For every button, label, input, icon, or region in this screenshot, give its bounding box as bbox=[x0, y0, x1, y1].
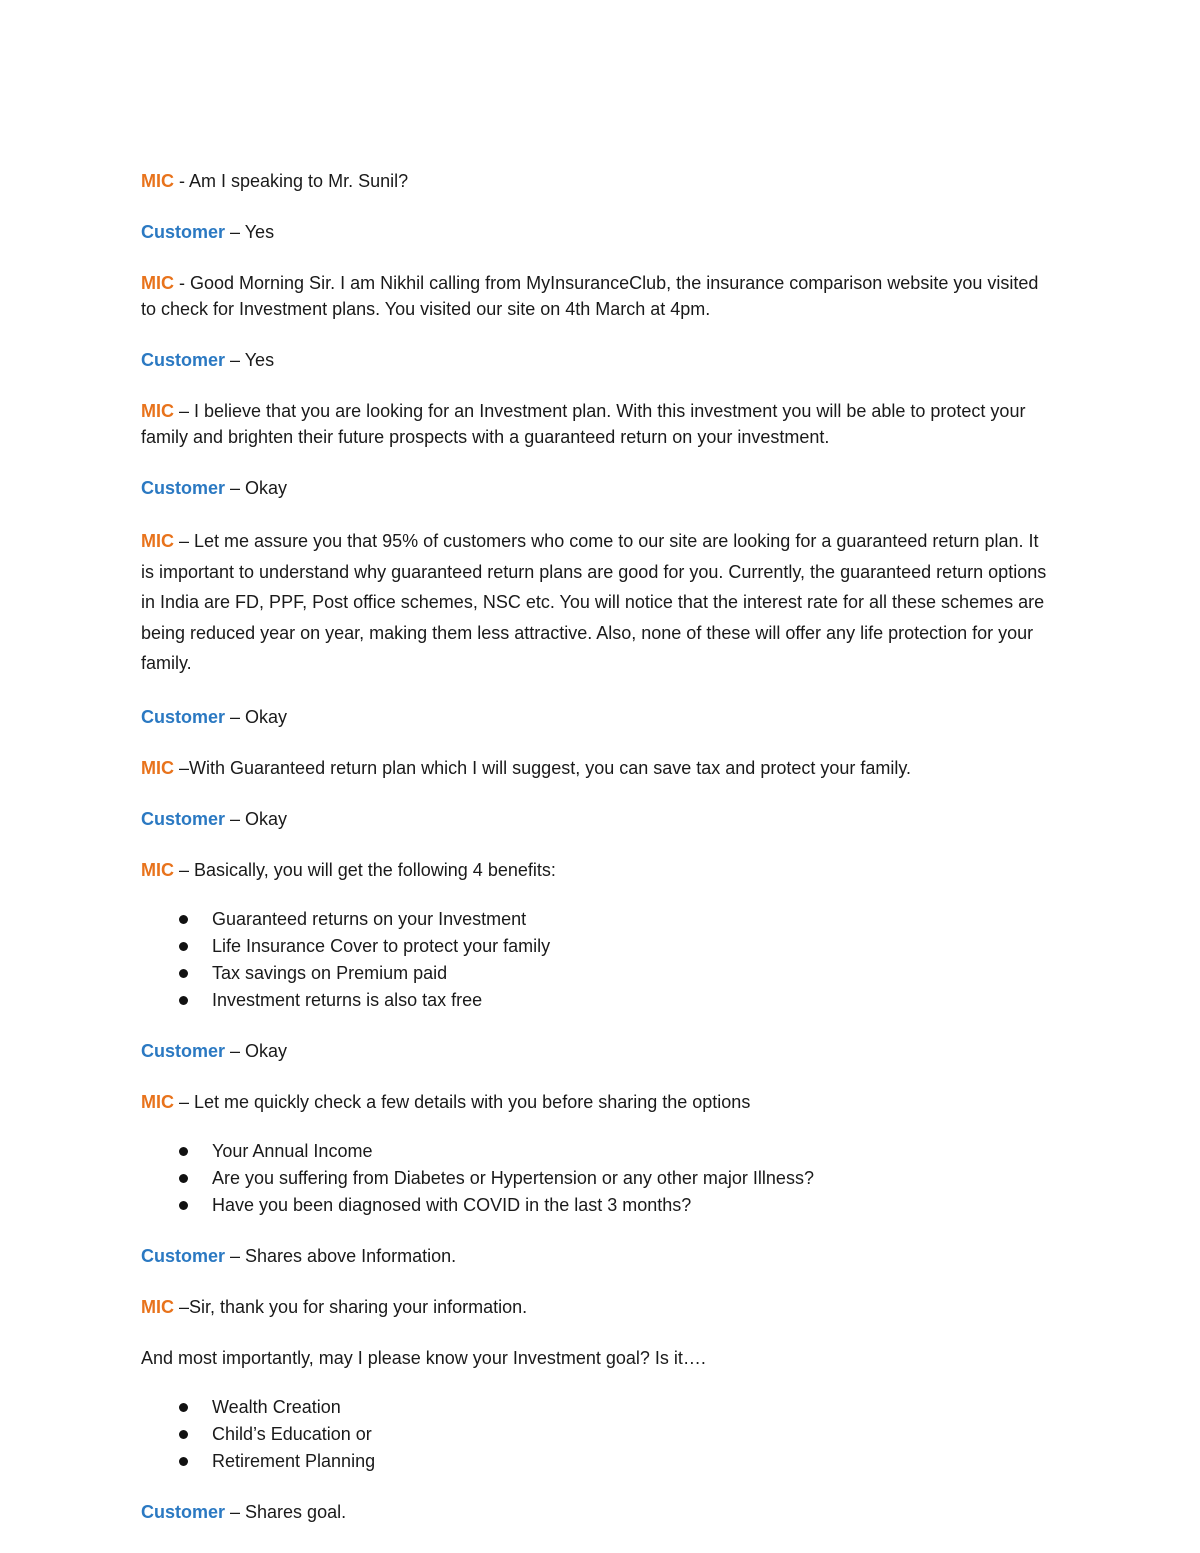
list-item-text: Wealth Creation bbox=[212, 1396, 341, 1417]
dialogue-line-mic bbox=[141, 526, 1051, 679]
dialogue-line-mic bbox=[141, 168, 1051, 194]
dialogue-line-customer bbox=[141, 806, 1051, 832]
bullet-icon bbox=[179, 1174, 188, 1183]
speaker-mic: MIC bbox=[141, 531, 174, 551]
list-item bbox=[141, 1138, 1051, 1165]
dialogue-text: – Yes bbox=[225, 350, 275, 370]
dialogue-text: –Sir, thank you for sharing your information. bbox=[174, 1296, 528, 1317]
dialogue-text: – Okay bbox=[225, 706, 288, 727]
list-item bbox=[141, 1421, 1051, 1448]
bullet-icon bbox=[179, 1403, 188, 1412]
speaker-mic: MIC bbox=[141, 757, 174, 778]
list-item-text: Life Insurance Cover to protect your family bbox=[212, 935, 551, 956]
document-page bbox=[141, 168, 1051, 1550]
dialogue-line-customer bbox=[141, 1038, 1051, 1064]
dialogue-text: – Okay bbox=[225, 478, 288, 498]
speaker-customer: Customer bbox=[141, 478, 226, 498]
dialogue-line-customer bbox=[141, 347, 1051, 373]
dialogue-text: – Let me quickly check a few details with you before sharing the options bbox=[174, 1091, 751, 1112]
speaker-mic: MIC bbox=[141, 1091, 174, 1112]
list-item-text: Tax savings on Premium paid bbox=[212, 962, 448, 983]
dialogue-text: –With Guaranteed return plan which I will suggest, you can save tax and protect your family. bbox=[174, 757, 912, 778]
details-list bbox=[141, 1138, 1051, 1219]
speaker-mic: MIC bbox=[141, 171, 174, 191]
list-item bbox=[141, 960, 1051, 987]
bullet-icon bbox=[179, 1201, 188, 1210]
speaker-mic: MIC bbox=[141, 859, 174, 880]
dialogue-text: – Yes bbox=[225, 222, 275, 242]
list-item-text: Child’s Education or bbox=[212, 1423, 372, 1444]
dialogue-text: – Shares above Information. bbox=[225, 1245, 457, 1266]
speaker-customer: Customer bbox=[141, 1245, 226, 1266]
list-item-text: Retirement Planning bbox=[212, 1450, 376, 1471]
dialogue-text: – Shares goal. bbox=[225, 1501, 347, 1522]
list-item bbox=[141, 1165, 1051, 1192]
dialogue-text: - Am I speaking to Mr. Sunil? bbox=[174, 171, 409, 191]
goals-list bbox=[141, 1394, 1051, 1475]
bullet-icon bbox=[179, 1457, 188, 1466]
bullet-icon bbox=[179, 996, 188, 1005]
list-item-text: Guaranteed returns on your Investment bbox=[212, 908, 527, 929]
dialogue-line-mic bbox=[141, 755, 1051, 781]
benefits-list bbox=[141, 906, 1051, 1014]
dialogue-line-mic bbox=[141, 270, 1051, 322]
list-item bbox=[141, 906, 1051, 933]
dialogue-text: – Basically, you will get the following 4 benefits: bbox=[174, 859, 556, 880]
speaker-customer: Customer bbox=[141, 808, 226, 829]
dialogue-line-customer bbox=[141, 704, 1051, 730]
speaker-customer: Customer bbox=[141, 222, 226, 242]
speaker-mic: MIC bbox=[141, 401, 174, 421]
list-item bbox=[141, 1448, 1051, 1475]
dialogue-text: – I believe that you are looking for an Investment plan. With this investment you will be able to protect your family and brighten their future prospects with a guaranteed return on your investment. bbox=[141, 401, 1026, 447]
dialogue-line-mic bbox=[141, 398, 1051, 450]
dialogue-text: – Okay bbox=[225, 808, 288, 829]
list-item bbox=[141, 933, 1051, 960]
list-item bbox=[141, 1192, 1051, 1219]
list-item bbox=[141, 1394, 1051, 1421]
dialogue-line-mic bbox=[141, 1294, 1051, 1320]
speaker-customer: Customer bbox=[141, 1040, 226, 1061]
dialogue-line-mic bbox=[141, 857, 1051, 883]
dialogue-line-customer bbox=[141, 1243, 1051, 1269]
dialogue-text: – Let me assure you that 95% of customers who come to our site are looking for a guaranteed return plan. It is important to understand why guaranteed return plans are good for you. Currently, the guaranteed return options in India are FD, PPF, Post office schemes, NSC etc. You will notice that the interest rate for all these schemes are being reduced year on year, making them less attractive. Also, none of these will offer any life protection for your family. bbox=[141, 531, 1047, 673]
speaker-mic: MIC bbox=[141, 1296, 174, 1317]
list-item-text: Investment returns is also tax free bbox=[212, 989, 483, 1010]
list-item-text: Have you been diagnosed with COVID in the last 3 months? bbox=[212, 1194, 692, 1215]
dialogue-line-mic bbox=[141, 1089, 1051, 1115]
bullet-icon bbox=[179, 942, 188, 951]
list-item-text: Are you suffering from Diabetes or Hypertension or any other major Illness? bbox=[212, 1167, 814, 1188]
speaker-customer: Customer bbox=[141, 1501, 226, 1522]
dialogue-text: - Good Morning Sir. I am Nikhil calling from MyInsuranceClub, the insurance comparison website you visited to check for Investment plans. You visited our site on 4th March at 4pm. bbox=[141, 273, 1039, 319]
list-item-text: Your Annual Income bbox=[212, 1140, 373, 1161]
dialogue-line-customer bbox=[141, 1499, 1051, 1525]
bullet-icon bbox=[179, 1430, 188, 1439]
bullet-icon bbox=[179, 969, 188, 978]
bullet-icon bbox=[179, 915, 188, 924]
dialogue-text: And most importantly, may I please know your Investment goal? Is it…. bbox=[141, 1347, 706, 1368]
speaker-customer: Customer bbox=[141, 350, 226, 370]
dialogue-text: – Okay bbox=[225, 1040, 288, 1061]
dialogue-line-customer bbox=[141, 475, 1051, 501]
speaker-mic: MIC bbox=[141, 273, 174, 293]
speaker-customer: Customer bbox=[141, 706, 226, 727]
bullet-icon bbox=[179, 1147, 188, 1156]
dialogue-line-customer bbox=[141, 219, 1051, 245]
dialogue-line-plain bbox=[141, 1345, 1051, 1371]
list-item bbox=[141, 987, 1051, 1014]
